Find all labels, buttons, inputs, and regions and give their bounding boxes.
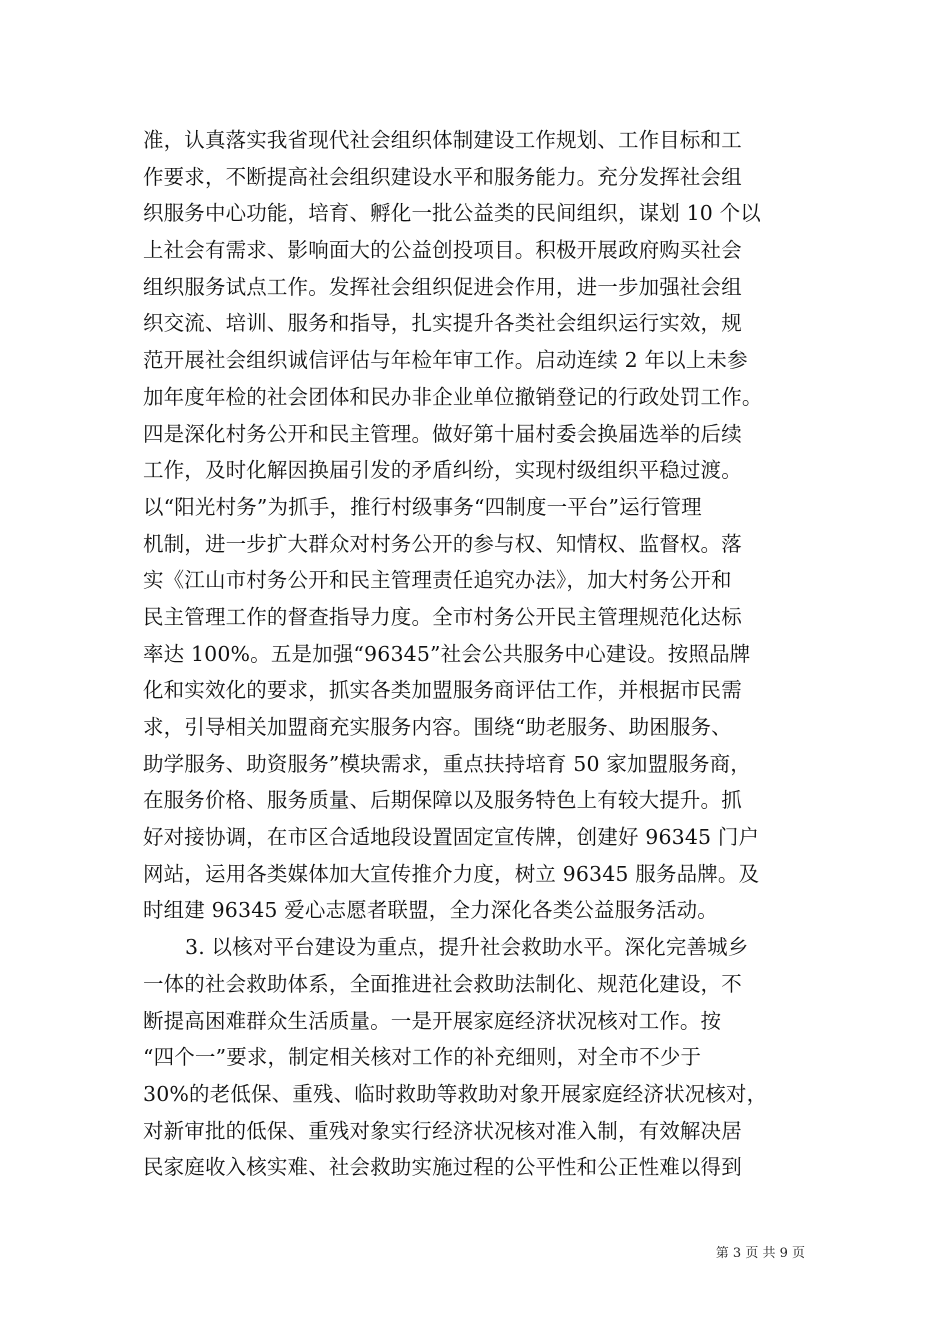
- text-line: 好对接协调，在市区合适地段设置固定宣传牌，创建好 96345 门户: [143, 825, 760, 850]
- text-line: 四是深化村务公开和民主管理。做好第十届村委会换届选举的后续: [143, 421, 742, 446]
- text-line: 组织服务试点工作。发挥社会组织促进会作用，进一步加强社会组: [143, 274, 742, 299]
- text-line: 上社会有需求、影响面大的公益创投项目。积极开展政府购买社会: [143, 238, 742, 263]
- text-line: “四个一”要求，制定相关核对工作的补充细则，对全市不少于: [143, 1045, 702, 1070]
- text-line: 率达 100%。五是加强“96345”社会公共服务中心建设。按照品牌: [143, 641, 751, 666]
- text-line: 机制，进一步扩大群众对村务公开的参与权、知情权、监督权。落: [143, 531, 742, 556]
- text-line: 断提高困难群众生活质量。一是开展家庭经济状况核对工作。按: [143, 1008, 722, 1033]
- body-text: [143, 122, 823, 1186]
- text-line: 助学服务、助资服务”模块需求，重点扶持培育 50 家加盟服务商，: [143, 751, 751, 776]
- page-number-footer: 第 3 页 共 9 页: [715, 1246, 805, 1261]
- text-line: 民主管理工作的督查指导力度。全市村务公开民主管理规范化达标: [143, 604, 742, 629]
- text-line: 准，认真落实我省现代社会组织体制建设工作规划、工作目标和工: [143, 128, 742, 152]
- text-line: 织服务中心功能，培育、孵化一批公益类的民间组织，谋划 10 个以: [143, 201, 761, 226]
- text-line: 30%的老低保、重残、临时救助等救助对象开展家庭经济状况核对，: [143, 1081, 768, 1106]
- text-line: 民家庭收入核实难、社会救助实施过程的公平性和公正性难以得到: [143, 1155, 742, 1180]
- text-line: 加年度年检的社会团体和民办非企业单位撤销登记的行政处罚工作。: [143, 384, 763, 409]
- text-line: 对新审批的低保、重残对象实行经济状况核对准入制，有效解决居: [143, 1118, 742, 1143]
- text-line: 在服务价格、服务质量、后期保障以及服务特色上有较大提升。抓: [143, 788, 742, 813]
- text-line: 织交流、培训、服务和指导，扎实提升各类社会组织运行实效，规: [143, 311, 742, 336]
- text-line: 以“阳光村务”为抓手，推行村级事务“四制度一平台”运行管理: [143, 494, 702, 519]
- paragraph-start-line: 3. 以核对平台建设为重点，提升社会救助水平。深化完善城乡: [185, 935, 749, 960]
- text-line: 化和实效化的要求，抓实各类加盟服务商评估工作，并根据市民需: [143, 678, 742, 703]
- text-line: 实《江山市村务公开和民主管理责任追究办法》，加大村务公开和: [143, 568, 732, 593]
- text-line: 时组建 96345 爱心志愿者联盟，全力深化各类公益服务活动。: [143, 898, 718, 923]
- text-line: 网站，运用各类媒体加大宣传推介力度，树立 96345 服务品牌。及: [143, 861, 760, 886]
- text-line: 一体的社会救助体系，全面推进社会救助法制化、规范化建设，不: [143, 971, 742, 996]
- text-line: 工作，及时化解因换届引发的矛盾纠纷，实现村级组织平稳过渡。: [143, 458, 742, 483]
- text-line: 作要求，不断提高社会组织建设水平和服务能力。充分发挥社会组: [143, 164, 742, 189]
- text-line: 求，引导相关加盟商充实服务内容。围绕“助老服务、助困服务、: [143, 715, 732, 739]
- text-line: 范开展社会组织诚信评估与年检年审工作。启动连续 2 年以上未参: [143, 348, 748, 373]
